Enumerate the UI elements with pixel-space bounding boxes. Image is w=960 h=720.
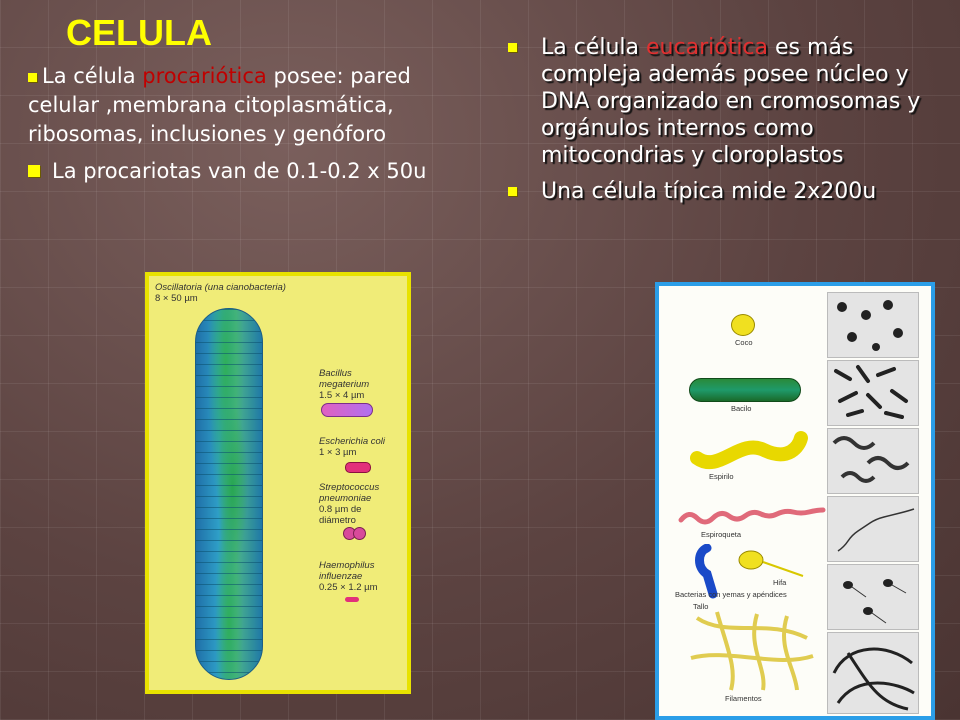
spirillum-drawing [689, 428, 809, 474]
organism-name: Haemophilus influenzae [319, 560, 375, 582]
left-p1-before: La célula [42, 64, 143, 88]
morphology-label: Espiroqueta [701, 530, 742, 539]
bullet-icon [28, 165, 40, 177]
bullet-icon [28, 73, 37, 82]
oscillatoria-figure [145, 272, 411, 694]
right-text-block [504, 34, 944, 214]
organism-size: 0.8 µm de diámetro [319, 504, 362, 526]
ecoli-cell-image [345, 462, 371, 473]
bacillus-drawing [689, 378, 801, 402]
micrograph-spirillum [827, 428, 919, 494]
right-item1-before: La célula [541, 35, 647, 60]
bullet-icon [508, 43, 517, 52]
morphology-label: Coco [735, 338, 753, 347]
micrograph-spirochete [827, 496, 919, 562]
figure1-caption-main: Oscillatoria (una cianobacteria) [155, 282, 286, 293]
organism-size: 0.25 × 1.2 µm [319, 582, 378, 593]
oscillatoria-filament-image [195, 308, 263, 680]
organism-name: Streptococcus pneumoniae [319, 482, 380, 504]
slide-title: CELULA [66, 12, 212, 53]
right-item2-text: Una célula típica mide 2x200u [541, 179, 877, 204]
morphology-label: Hifa [773, 578, 787, 587]
left-p1-highlight: procariótica [142, 64, 267, 88]
organism-size: 1.5 × 4 µm [319, 390, 365, 401]
morphology-label: Bacterias con yemas y apéndices [675, 590, 787, 599]
micrograph-filaments [827, 632, 919, 714]
streptococcus-cell-image [353, 527, 366, 540]
organism-size: 1 × 3 µm [319, 447, 357, 458]
right-item1-after: es más compleja además posee núcleo y DNA organizado en cromosomas y orgánulos internos como mitocondrias y cloroplastos [541, 35, 921, 168]
left-text-block [28, 62, 488, 194]
morphology-label: Filamentos [725, 694, 762, 703]
morphology-label: Tallo [693, 602, 709, 611]
organism-name: Bacillus megaterium [319, 368, 370, 390]
right-item1-highlight: eucariótica [646, 35, 769, 60]
coccus-drawing [731, 314, 755, 336]
left-paragraph-size [28, 157, 488, 186]
left-p2-text: La procariotas van de 0.1-0.2 x 50u [52, 159, 427, 183]
filaments-drawing [687, 608, 817, 692]
left-paragraph-procariotica [28, 62, 488, 149]
haemophilus-cell-image [345, 597, 359, 602]
left-p1-after: posee: pared celular ,membrana citoplasmática, ribosomas, inclusiones y genóforo [28, 64, 411, 146]
bacillus-cell-image [321, 403, 373, 417]
morphology-label: Bacilo [731, 404, 752, 413]
organism-name: Escherichia coli [319, 436, 385, 447]
bacteria-morphology-figure [655, 282, 935, 720]
right-item-size [504, 178, 944, 205]
right-item-eucariotica [504, 34, 944, 169]
micrograph-coccus [827, 292, 919, 358]
morphology-label: Espirilo [709, 472, 734, 481]
figure1-caption-size: 8 × 50 µm [155, 293, 198, 304]
micrograph-budding [827, 564, 919, 630]
bullet-icon [508, 187, 517, 196]
micrograph-bacillus [827, 360, 919, 426]
spirochete-drawing [677, 504, 827, 530]
